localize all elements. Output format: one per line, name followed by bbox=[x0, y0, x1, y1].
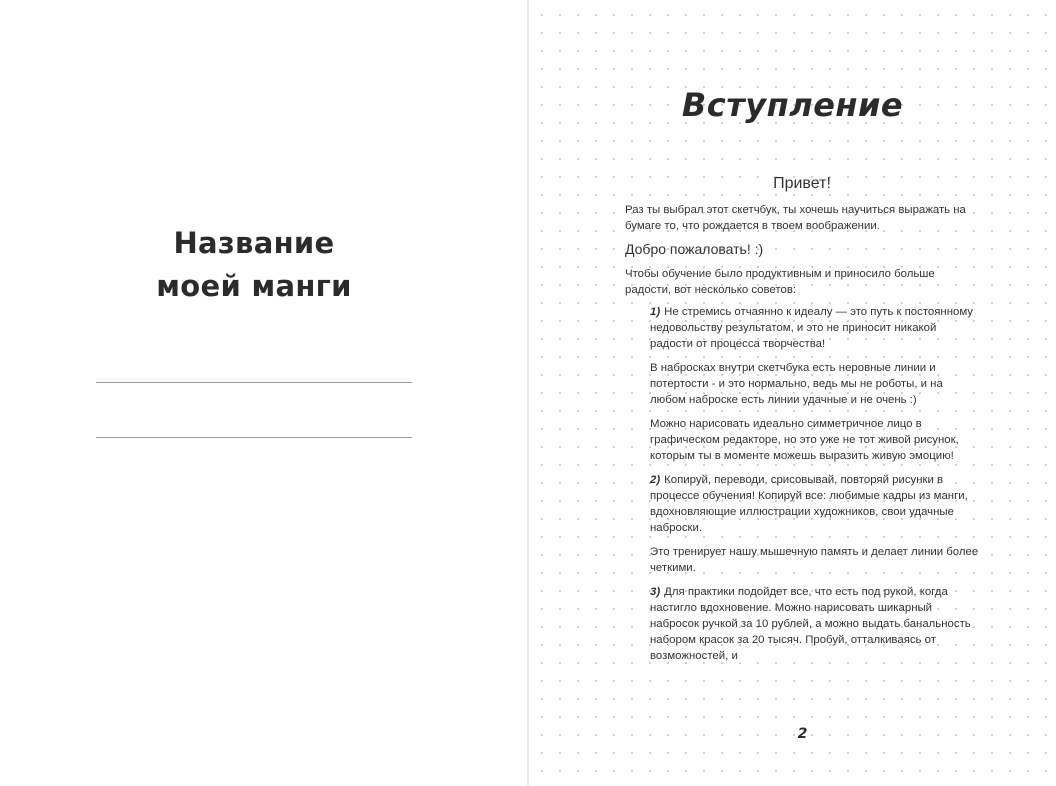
right-page bbox=[529, 0, 1056, 786]
tip-number: 2) bbox=[650, 474, 661, 486]
tip-paragraph bbox=[650, 360, 979, 408]
tip-text: В набросках внутри скетчбука есть неровные линии и потертости - и это нормально, ведь мы не роботы, и на любом наброске есть линии удачные и не очень :) bbox=[650, 362, 943, 406]
tip-text: Можно нарисовать идеально симметричное лицо в графическом редакторе, но это уже не тот живой рисунок, которым ты в моменте можешь выразить живую эмоцию! bbox=[650, 418, 959, 462]
tip-paragraph bbox=[650, 584, 979, 664]
manga-title-line-2: моей манги bbox=[156, 269, 352, 303]
manga-title bbox=[96, 222, 412, 308]
tips-list bbox=[625, 304, 979, 664]
tip-text: Копируй, переводи, срисовывай, повторяй рисунки в процессе обучения! Копируй все: любимые кадры из манги, вдохновляющие иллюстрации художников, свои удачные наброски. bbox=[650, 474, 968, 534]
tip-text: Для практики подойдет все, что есть под рукой, когда настигло вдохновение. Можно нарисовать шикарный набросок ручкой за 10 рублей, а можно выдать банальность набором красок за 20 тысяч. Пробуй, отталкиваясь от возможностей, и bbox=[650, 586, 971, 662]
tip-paragraph bbox=[650, 416, 979, 464]
title-write-line-1 bbox=[96, 382, 412, 383]
welcome-line: Добро пожаловать! :) bbox=[625, 241, 764, 257]
page-heading: Вступление bbox=[681, 86, 904, 124]
intro-content bbox=[625, 174, 979, 672]
title-write-line-2 bbox=[96, 437, 412, 438]
tip-paragraph bbox=[650, 544, 979, 576]
page-number: 2 bbox=[797, 726, 808, 742]
manga-title-line-1: Название bbox=[173, 226, 335, 260]
tip-paragraph bbox=[650, 472, 979, 536]
greeting: Привет! bbox=[773, 175, 831, 192]
tips-lead: Чтобы обучение было продуктивным и приносило больше радости, вот несколько советов: bbox=[625, 268, 935, 296]
intro-paragraph: Раз ты выбрал этот скетчбук, ты хочешь научиться выражать на бумаге то, что рождается в твоем воображении. bbox=[625, 204, 966, 232]
tip-text: Не стремись отчаянно к идеалу — это путь к постоянному недовольству результатом, и это не приносит никакой радости от процесса творчества! bbox=[650, 306, 973, 350]
tip-text: Это тренирует нашу мышечную память и делает линии более четкими. bbox=[650, 546, 979, 574]
tip-number: 1) bbox=[650, 306, 661, 318]
tip-number: 3) bbox=[650, 586, 661, 598]
tip-paragraph bbox=[650, 304, 979, 352]
